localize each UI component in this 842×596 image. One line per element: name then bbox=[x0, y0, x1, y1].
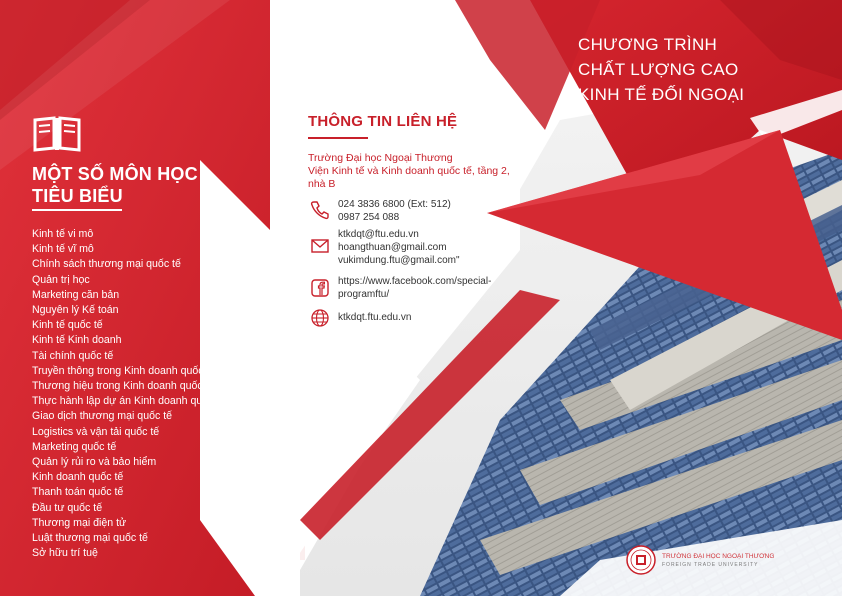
program-title-line2: CHẤT LƯỢNG CAO bbox=[578, 60, 739, 79]
open-book-icon bbox=[32, 114, 82, 154]
subject-item: Đầu tư quốc tế bbox=[32, 501, 103, 514]
subject-item: Sở hữu trí tuệ bbox=[32, 547, 98, 560]
facebook-url-2[interactable]: programftu/ bbox=[338, 289, 390, 300]
program-title bbox=[578, 32, 798, 107]
subject-item: Nguyên lý Kế toán bbox=[32, 304, 119, 317]
facebook-link[interactable] bbox=[338, 275, 491, 301]
subject-item: Giao dịch thương mại quốc tế bbox=[32, 410, 173, 423]
phone-1[interactable]: 024 3836 6800 (Ext: 512) bbox=[338, 199, 451, 210]
subject-item: Chính sách thương mại quốc tế bbox=[32, 258, 181, 271]
university-name-en: FOREIGN TRADE UNIVERSITY bbox=[662, 562, 759, 568]
subject-item: Kinh tế vi mô bbox=[32, 228, 94, 240]
building-line: nhà B bbox=[308, 178, 336, 190]
subjects-heading-underline bbox=[32, 209, 122, 211]
phone-2[interactable]: 0987 254 088 bbox=[338, 212, 400, 223]
subject-item: Luật thương mại quốc tế bbox=[32, 532, 148, 545]
subject-item: Quản lý rủi ro và bảo hiểm bbox=[32, 456, 157, 469]
email-1[interactable]: ktkdqt@ftu.edu.vn bbox=[338, 229, 419, 240]
subject-item: Marketing quốc tế bbox=[32, 440, 117, 453]
phone-icon bbox=[310, 200, 330, 220]
subjects-heading bbox=[32, 163, 252, 207]
school-address bbox=[308, 152, 528, 191]
subject-item: Thực hành lập dự án Kinh doanh quốc tế bbox=[32, 395, 226, 408]
institute-line: Viện Kinh tế và Kinh doanh quốc tế, tầng 2, bbox=[308, 165, 510, 177]
subject-item: Kinh tế vĩ mô bbox=[32, 243, 94, 256]
subject-item: Thương mại điện tử bbox=[32, 516, 127, 529]
email-2[interactable]: hoangthuan@gmail.com bbox=[338, 242, 447, 253]
subject-item: Tài chính quốc tế bbox=[32, 349, 114, 362]
email-list bbox=[338, 228, 460, 267]
subject-item: Marketing căn bản bbox=[32, 288, 120, 301]
subjects-list bbox=[32, 227, 225, 561]
facebook-url-1[interactable]: https://www.facebook.com/special- bbox=[338, 276, 492, 287]
contact-heading: THÔNG TIN LIÊN HỆ bbox=[308, 113, 458, 130]
program-title-line1: CHƯƠNG TRÌNH bbox=[578, 35, 718, 54]
facebook-icon bbox=[310, 278, 330, 298]
ftu-seal-logo bbox=[626, 545, 656, 575]
school-name: Trường Đại học Ngoại Thương bbox=[308, 152, 453, 164]
university-name: TRƯỜNG ĐẠI HỌC NGOẠI THƯƠNG bbox=[662, 553, 775, 560]
subject-item: Kinh tế Kinh doanh bbox=[32, 334, 122, 347]
subject-item: Kinh doanh quốc tế bbox=[32, 471, 124, 484]
subject-item: Truyền thông trong Kinh doanh quốc tế bbox=[32, 364, 216, 377]
program-title-line3: KINH TẾ ĐỐI NGOẠI bbox=[578, 85, 745, 104]
subject-item: Quản trị học bbox=[32, 273, 90, 286]
subjects-heading-line1: MỘT SỐ MÔN HỌC bbox=[32, 164, 198, 184]
contact-heading-underline bbox=[308, 137, 368, 139]
subject-item: Kinh tế quốc tế bbox=[32, 319, 103, 332]
globe-icon bbox=[310, 308, 330, 328]
mail-icon bbox=[310, 236, 330, 256]
subject-item: Thanh toán quốc tế bbox=[32, 486, 124, 499]
email-3[interactable]: vukimdung.ftu@gmail.com" bbox=[338, 255, 460, 266]
subject-item: Logistics và vận tải quốc tế bbox=[32, 425, 160, 438]
subject-item: Thương hiệu trong Kinh doanh quốc tế bbox=[32, 380, 215, 393]
subjects-heading-line2: TIÊU BIỂU bbox=[32, 186, 123, 206]
website-link[interactable]: ktkdqt.ftu.edu.vn bbox=[338, 312, 412, 323]
phone-numbers bbox=[338, 198, 451, 224]
